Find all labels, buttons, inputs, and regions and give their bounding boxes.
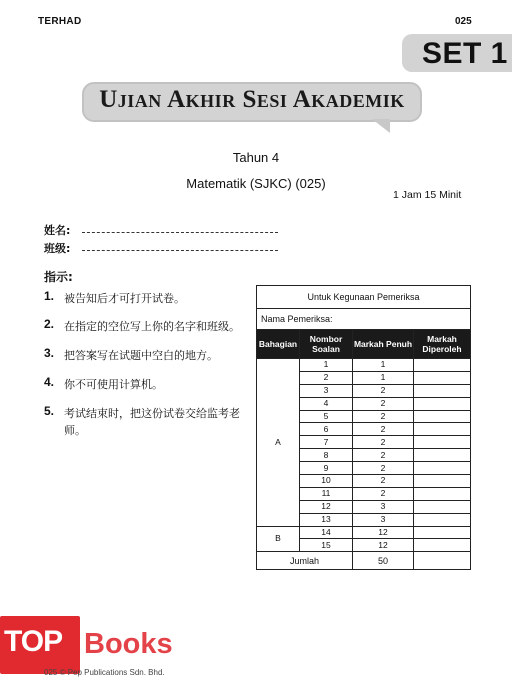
column-header: Bahagian (257, 330, 300, 359)
full-marks: 2 (353, 436, 414, 449)
instruction-text: 被告知后才可打开试卷。 (64, 292, 185, 305)
question-number: 7 (300, 436, 353, 449)
name-field[interactable] (82, 232, 278, 233)
instruction-item (44, 290, 254, 307)
subject-label: Matematik (SJKC) (025) (186, 176, 326, 191)
duration-label: 1 Jam 15 Minit (393, 189, 462, 201)
question-number: 12 (300, 500, 353, 513)
exam-title: Ujian Akhir Sesi Akademik (99, 86, 405, 113)
full-marks: 2 (353, 423, 414, 436)
instruction-text: 你不可使用计算机。 (64, 378, 163, 391)
examiner-marks-table (256, 285, 471, 570)
instruction-text: 把答案写在试题中空白的地方。 (64, 349, 218, 362)
table-row (257, 359, 471, 372)
instruction-item (44, 318, 254, 335)
instruction-item (44, 405, 249, 439)
instruction-item (44, 376, 254, 393)
question-number: 9 (300, 462, 353, 475)
full-marks: 2 (353, 410, 414, 423)
watermark-books-text: Books (84, 628, 173, 660)
examiner-name-field[interactable]: Nama Pemeriksa: (257, 309, 471, 330)
instruction-text: 在指定的空位写上你的名字和班级。 (64, 320, 240, 333)
instruction-number: 2. (44, 317, 55, 331)
full-marks: 1 (353, 359, 414, 372)
obtained-marks-cell[interactable] (414, 423, 471, 436)
publisher-footer: 025 © Pep Publications Sdn. Bhd. (44, 668, 165, 677)
section-cell: B (257, 526, 300, 552)
table-title: Untuk Kegunaan Pemeriksa (257, 286, 471, 309)
obtained-marks-cell[interactable] (414, 539, 471, 552)
full-marks: 2 (353, 397, 414, 410)
question-number: 6 (300, 423, 353, 436)
full-marks: 3 (353, 500, 414, 513)
question-number: 11 (300, 487, 353, 500)
question-number: 14 (300, 526, 353, 539)
name-label: 姓名: (44, 224, 71, 237)
instruction-item (44, 347, 254, 364)
instruction-number: 1. (44, 289, 55, 303)
instruction-number: 3. (44, 346, 55, 360)
section-cell: A (257, 359, 300, 527)
question-number: 13 (300, 513, 353, 526)
obtained-marks-cell[interactable] (414, 371, 471, 384)
obtained-marks-cell[interactable] (414, 449, 471, 462)
instruction-text: 考试结束时，把这份试卷交给监考老师。 (64, 407, 240, 437)
question-number: 2 (300, 371, 353, 384)
question-number: 15 (300, 539, 353, 552)
question-number: 8 (300, 449, 353, 462)
total-full-marks: 50 (353, 552, 414, 570)
total-label: Jumlah (257, 552, 353, 570)
title-banner-tail (372, 119, 390, 133)
watermark-top-text: TOP (4, 625, 63, 658)
obtained-marks-cell[interactable] (414, 513, 471, 526)
question-number: 10 (300, 475, 353, 488)
obtained-marks-cell[interactable] (414, 397, 471, 410)
obtained-marks-cell[interactable] (414, 462, 471, 475)
set-badge (402, 34, 512, 72)
question-number: 5 (300, 410, 353, 423)
question-number: 3 (300, 384, 353, 397)
grade-label: Tahun 4 (232, 150, 280, 165)
obtained-marks-cell[interactable] (414, 410, 471, 423)
instruction-number: 5. (44, 404, 55, 418)
full-marks: 3 (353, 513, 414, 526)
set-label: SET 1 (422, 37, 508, 70)
full-marks: 2 (353, 487, 414, 500)
column-header: Markah Diperoleh (414, 330, 471, 359)
full-marks: 12 (353, 526, 414, 539)
column-header: Nombor Soalan (300, 330, 353, 359)
instructions-heading: 指示: (44, 270, 73, 284)
full-marks: 2 (353, 384, 414, 397)
full-marks: 2 (353, 449, 414, 462)
full-marks: 2 (353, 462, 414, 475)
question-number: 1 (300, 359, 353, 372)
obtained-marks-cell[interactable] (414, 487, 471, 500)
obtained-marks-cell[interactable] (414, 384, 471, 397)
total-row (257, 552, 471, 570)
full-marks: 1 (353, 371, 414, 384)
total-obtained-cell[interactable] (414, 552, 471, 570)
paper-code: 025 (455, 16, 472, 27)
question-number: 4 (300, 397, 353, 410)
instruction-number: 4. (44, 375, 55, 389)
obtained-marks-cell[interactable] (414, 526, 471, 539)
full-marks: 12 (353, 539, 414, 552)
obtained-marks-cell[interactable] (414, 436, 471, 449)
column-header: Markah Penuh (353, 330, 414, 359)
full-marks: 2 (353, 475, 414, 488)
table-row (257, 526, 471, 539)
class-label: 班级: (44, 242, 71, 255)
obtained-marks-cell[interactable] (414, 359, 471, 372)
obtained-marks-cell[interactable] (414, 500, 471, 513)
classification-label: TERHAD (38, 16, 82, 27)
class-field[interactable] (82, 250, 278, 251)
obtained-marks-cell[interactable] (414, 475, 471, 488)
